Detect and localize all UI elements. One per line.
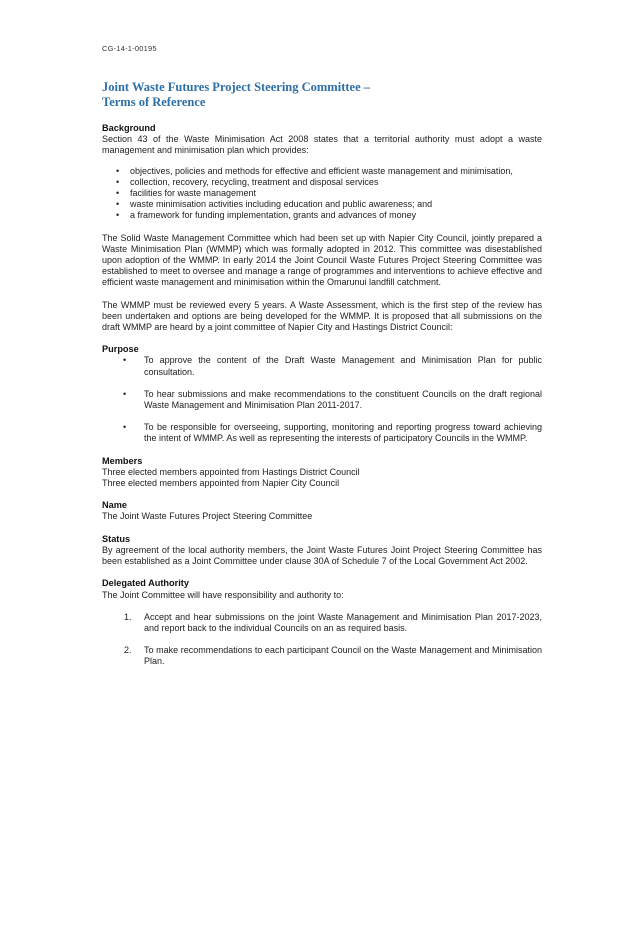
delegated-authority-intro: The Joint Committee will have responsibility and authority to:: [102, 589, 344, 600]
members-line-1: Three elected members appointed from Hastings District Council: [102, 466, 360, 477]
list-item: • To be responsible for overseeing, supporting, monitoring and reporting progress toward achieving the intent of WMMP. As well as representing the interests of participatory Councils in the WMMP.: [123, 422, 542, 444]
list-item: 1. Accept and hear submissions on the joint Waste Management and Minimisation Plan 2017-2023, and report back to the individual Councils on an as required basis.: [124, 611, 542, 633]
list-number: 1.: [124, 611, 132, 622]
purpose-section: [102, 344, 542, 444]
purpose-list: [102, 355, 542, 444]
document-title: [102, 80, 542, 110]
members-heading: Members: [102, 455, 143, 466]
background-heading: Background: [102, 123, 156, 133]
list-item: • a framework for funding implementation, grants and advances of money: [116, 210, 417, 221]
bullet-icon: •: [123, 355, 127, 366]
background-paragraph-3: The WMMP must be reviewed every 5 years. A Waste Assessment, which is the first step of the review has been undertaken and options are being developed for the WMMP. It is proposed that all submissions on the draft WMMP are heard by a joint committee of Napier City and Hastings District Council:: [102, 299, 542, 333]
status-text: By agreement of the local authority members, the Joint Waste Futures Joint Project Steering Committee has been established as a Joint Committee under clause 30A of Schedule 7 of the Local Government Act 2002.: [102, 544, 542, 567]
members-line-2: Three elected members appointed from Napier City Council: [102, 478, 340, 489]
bullet-icon: •: [123, 422, 127, 433]
bullet-icon: •: [116, 176, 120, 187]
purpose-heading: Purpose: [102, 344, 139, 355]
delegated-authority-list: [102, 612, 542, 668]
background-section: [102, 123, 542, 333]
list-item: • To approve the content of the Draft Waste Management and Minimisation Plan for public consultation.: [123, 355, 542, 377]
list-item: • To hear submissions and make recommendations to the constituent Councils on the draft regional Waste Management and Minimisation Plan 2011-2017.: [123, 388, 542, 411]
bullet-icon: •: [123, 388, 127, 399]
bullet-icon: •: [116, 210, 120, 221]
bullet-icon: •: [116, 199, 120, 210]
name-text: The Joint Waste Futures Project Steering Committee: [102, 511, 313, 522]
name-heading: Name: [102, 500, 128, 511]
list-item: • objectives, policies and methods for effective and efficient waste management and minimisation,: [116, 165, 513, 176]
bullet-icon: •: [116, 165, 120, 176]
title-line-2: Terms of Reference: [102, 95, 206, 109]
document-body: [102, 123, 542, 679]
status-heading: Status: [102, 533, 131, 544]
members-section: [102, 456, 542, 490]
background-list: [102, 166, 542, 222]
list-number: 2.: [124, 645, 132, 656]
status-section: [102, 534, 542, 568]
document-reference: CG-14-1-00195: [102, 44, 157, 53]
delegated-authority-section: [102, 578, 542, 667]
name-section: [102, 500, 542, 522]
list-item: 2. To make recommendations to each participant Council on the Waste Management and Minimisation Plan.: [124, 645, 542, 667]
background-intro: Section 43 of the Waste Minimisation Act 2008 states that a territorial authority must adopt a waste management and minimisation plan which provides:: [102, 134, 542, 156]
list-item: • waste minimisation activities including education and public awareness; and: [116, 199, 433, 210]
list-item: • collection, recovery, recycling, treatment and disposal services: [116, 176, 379, 187]
delegated-authority-heading: Delegated Authority: [102, 578, 189, 589]
bullet-icon: •: [116, 188, 120, 199]
background-paragraph-2: The Solid Waste Management Committee which had been set up with Napier City Council, jointly prepared a Waste Minimisation Plan (WMMP) which was formally adopted in 2012. This committee was disestablished upon adoption of the WMMP. In early 2014 the Joint Council Waste Futures Project Steering Committee was established to meet to oversee and manage a range of programmes and interventions to achieve effective and efficient waste management and minimisation within the Omarunui landfill catchment.: [102, 232, 542, 288]
title-line-1: Joint Waste Futures Project Steering Committee –: [102, 80, 370, 94]
list-item: • facilities for waste management: [116, 188, 257, 199]
